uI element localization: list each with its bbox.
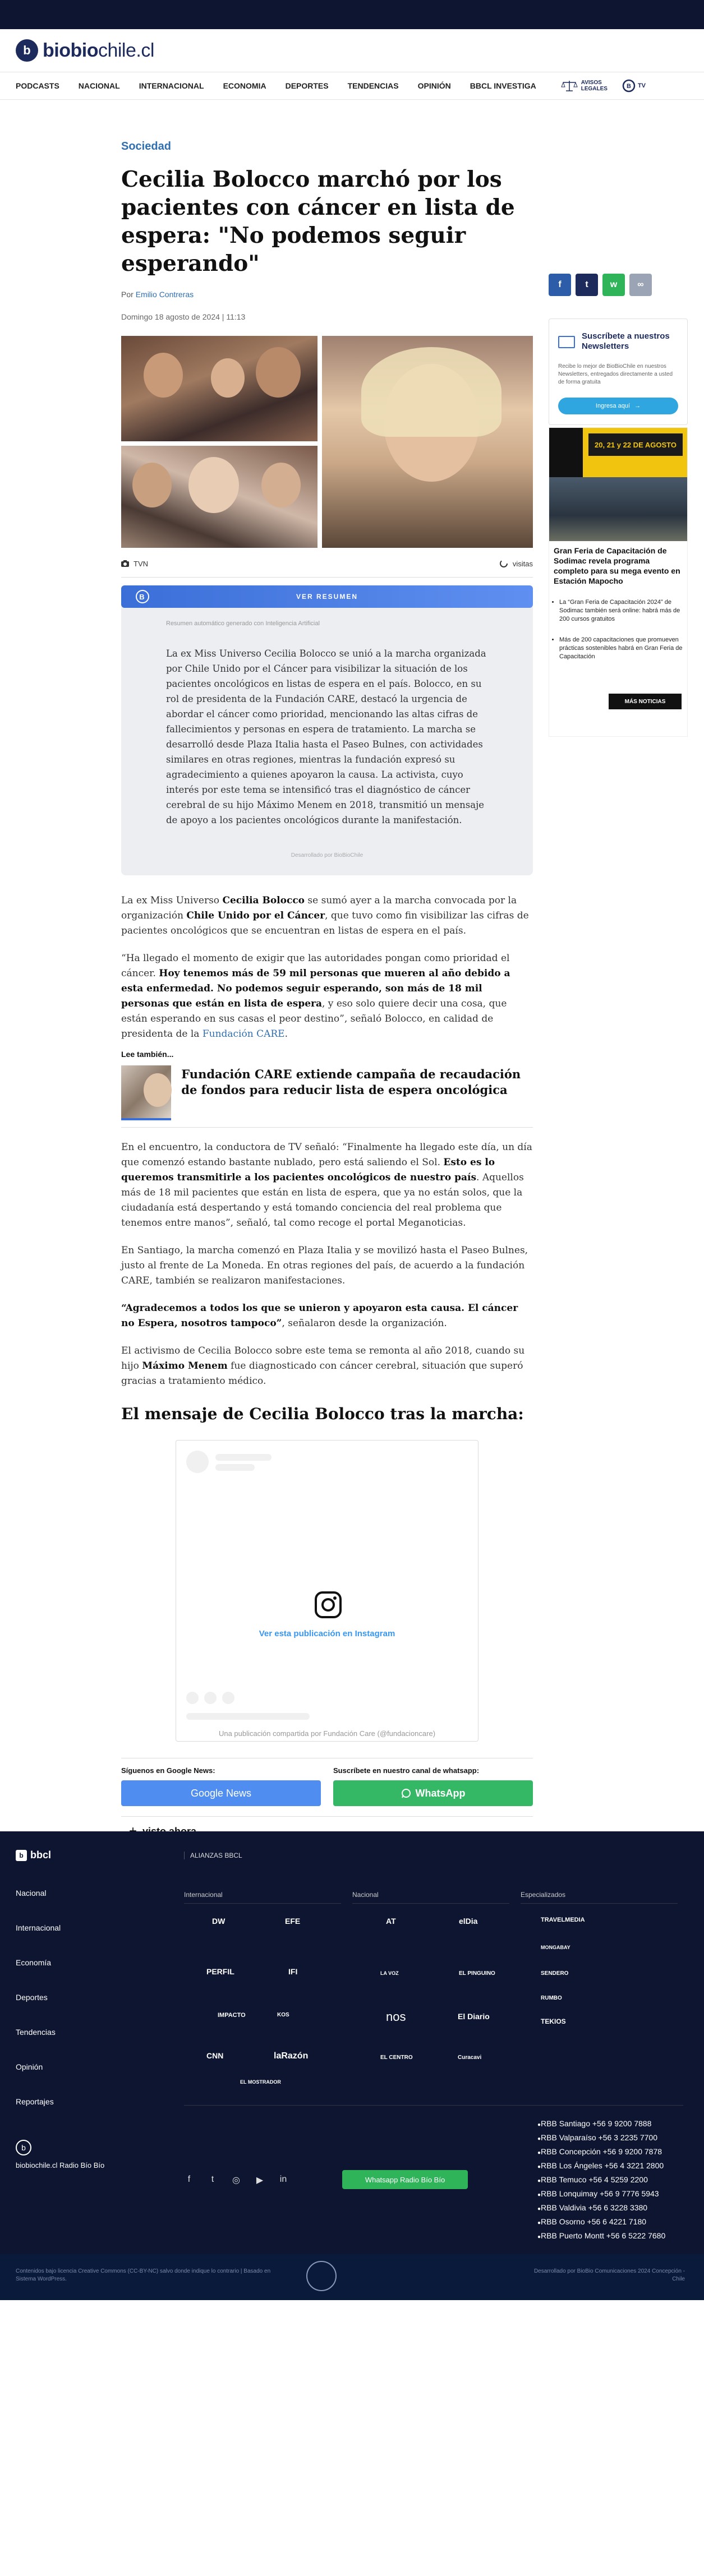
related-label: Lee también...: [121, 1050, 174, 1059]
partner-logo[interactable]: PERFIL: [206, 1967, 234, 1976]
page-bottom-blank: [0, 2300, 704, 2576]
partner-logo[interactable]: EL MOSTRADOR: [240, 2079, 281, 2085]
ad-list-item[interactable]: • Más de 200 capacitaciones que promueven prácticas sostenibles habrá en Gran Feria de Capacitación: [559, 636, 683, 661]
whatsapp-col: [333, 1766, 533, 1806]
newsletter-box: [549, 318, 688, 425]
article-date: Domingo 18 agosto de 2024 | 11:13: [121, 312, 246, 321]
more-news-button[interactable]: MÁS NOTICIAS: [609, 694, 682, 709]
scale-icon: [561, 80, 578, 92]
partner-logo[interactable]: CNN: [206, 2051, 224, 2060]
ad-logo: [549, 428, 583, 477]
embed-placeholder-bar: [215, 1454, 272, 1461]
radio-item: ● RBB Valdivia +56 6 3228 3380: [537, 2201, 665, 2215]
share-facebook-button[interactable]: f: [549, 274, 571, 296]
instagram-icon[interactable]: ◎: [232, 2176, 240, 2185]
partner-logo[interactable]: LA VOZ: [380, 1970, 399, 1976]
ad-list-item[interactable]: • La “Gran Feria de Capacitación 2024” de Sodimac también será online: habrá más de 200 cursos gratuitos: [559, 598, 683, 624]
footer-link[interactable]: Opinión: [16, 2062, 43, 2071]
facebook-icon[interactable]: f: [187, 2175, 191, 2184]
fundacion-care-link[interactable]: Fundación CARE: [202, 1028, 285, 1040]
site-header: [0, 29, 704, 72]
radio-item: ● RBB Los Ángeles +56 4 3221 2800: [537, 2159, 665, 2173]
radio-item: ● RBB Santiago +56 9 9200 7888: [537, 2117, 665, 2131]
ad-dates: 20, 21 y 22 DE AGOSTO: [588, 433, 683, 456]
photo-tile-1: [121, 336, 318, 441]
partner-logo[interactable]: IFI: [288, 1967, 298, 1976]
camera-icon: [121, 560, 129, 567]
related-article: [121, 1050, 533, 1128]
nav-item-economia[interactable]: ECONOMIA: [223, 81, 266, 90]
avisos-legales-link[interactable]: [561, 80, 608, 92]
summary-button[interactable]: B VER RESUMEN: [121, 585, 533, 608]
instagram-caption[interactable]: Una publicación compartida por Fundación Care (@fundacioncare): [218, 1729, 436, 1738]
arrow-right-icon: →: [634, 403, 641, 409]
logo-text: biobiochile.cl: [43, 39, 154, 61]
instagram-embed[interactable]: [176, 1440, 478, 1742]
partner-logo[interactable]: EL PINGUINO: [459, 1970, 495, 1977]
embed-placeholder-bar: [186, 1713, 310, 1720]
partner-logo[interactable]: laRazón: [274, 2051, 309, 2061]
embed-avatar: [186, 1451, 209, 1473]
logo-mark-icon: b: [16, 39, 38, 62]
linkedin-icon[interactable]: in: [279, 2175, 287, 2184]
partner-logo[interactable]: TRAVELMEDIA: [541, 1917, 585, 1923]
article-subhead: El mensaje de Cecilia Bolocco tras la marcha:: [121, 1405, 524, 1423]
visits-icon: [499, 559, 508, 568]
related-title[interactable]: Fundación CARE extiende campaña de recaudación de fondos para reducir lista de espera oncológica: [181, 1067, 521, 1097]
footer-bottom-bar: [0, 2254, 704, 2300]
footer-links: [16, 1889, 61, 2132]
partner-logo[interactable]: DW: [212, 1917, 226, 1926]
ai-summary-box: [121, 607, 533, 875]
biobio-logo-icon: b: [16, 2140, 31, 2155]
instagram-icon: [314, 1591, 342, 1619]
article-title: Cecilia Bolocco marchó por los pacientes con cáncer en lista de espera: "No podemos seguir esperando": [121, 167, 515, 276]
nav-item-opinion[interactable]: OPINIÓN: [417, 81, 451, 90]
partner-logo[interactable]: KOS: [277, 2012, 289, 2018]
nav-item-podcasts[interactable]: PODCASTS: [16, 81, 59, 90]
main-nav: [0, 72, 704, 100]
bbcl-logo-icon: b: [16, 1850, 27, 1861]
nav-item-nacional[interactable]: NACIONAL: [78, 81, 120, 90]
partner-logo[interactable]: EL CENTRO: [380, 2055, 413, 2061]
summary-text: La ex Miss Universo Cecilia Bolocco se unió a la marcha organizada por Chile Unido por el Cáncer para visibilizar la situación de los pacientes oncológicos en listas de espera en el país. Bolocco, en su rol de presidenta de la Fundación CARE, destacó la urgencia de abordar el cáncer como prioridad, mencionando las altas cifras de fallecimientos y personas en espera de tratamiento. La marcha se desarrolló desde Plaza Italia hasta el Paseo Bulnes, con actividades similares en otras regiones, mientras la fundación expresó su agradecimiento a quienes apoyaron la causa. La activista, cuyo interés por este tema se intensificó tras el diagnóstico de cáncer cerebral de su hijo Máximo Menem en 2018, transmitió un mensaje de apoyo a los pacientes oncológicos durante la manifestación.: [166, 648, 486, 825]
partner-logo[interactable]: TEKIOS: [541, 2018, 566, 2025]
author-link[interactable]: Emilio Contreras: [135, 290, 194, 299]
share-twitter-button[interactable]: t: [576, 274, 598, 296]
nav-item-bbcl-investiga[interactable]: BBCL INVESTIGA: [470, 81, 536, 90]
radio-item: ● RBB Temuco +56 4 5259 2200: [537, 2173, 665, 2187]
divider: [121, 577, 533, 578]
radio-item: ● RBB Concepción +56 9 9200 7878: [537, 2145, 665, 2159]
biobio-tv-icon: [622, 79, 637, 93]
site-footer: [0, 1831, 704, 2282]
footer-link[interactable]: Nacional: [16, 1889, 47, 1898]
paragraph-1: La ex Miss Universo Cecilia Bolocco se sumó ayer a la marcha convocada por la organización Chile Unido por el Cáncer, que tuvo como fin visibilizar las cifras de pacientes oncológicos que se encuentran en listas de espera en el país.: [121, 895, 529, 936]
partner-logo[interactable]: Curacavi: [458, 2055, 482, 2061]
twitter-icon[interactable]: t: [211, 2175, 214, 2184]
share-whatsapp-button[interactable]: w: [602, 274, 625, 296]
partner-logo[interactable]: IMPACTO: [218, 2012, 246, 2019]
footer-link[interactable]: Internacional: [16, 1923, 61, 1932]
embed-placeholder-bar: [215, 1464, 255, 1471]
nav-right: [561, 79, 646, 93]
col-especializados: Especializados: [521, 1891, 678, 1904]
partner-logo[interactable]: SENDERO: [541, 1970, 569, 1977]
photo-credit: TVN: [121, 560, 148, 568]
ad-photo: [549, 477, 687, 541]
google-news-col: [121, 1766, 321, 1806]
paragraph-4: En Santiago, la marcha comenzó en Plaza Italia y se movilizó hasta el Paseo Bulnes, justo al frente de La Moneda. En otras regiones del país, de acuerdo a la fundación CARE, también se realizaron manifestaciones.: [121, 1245, 528, 1286]
sidebar-ad[interactable]: [549, 427, 688, 737]
nav-item-tendencias[interactable]: TENDENCIAS: [347, 81, 399, 90]
partner-logos: [184, 1911, 683, 2102]
partner-logo[interactable]: elDia: [459, 1917, 478, 1926]
radio-item: ● RBB Valparaíso +56 3 2235 7700: [537, 2131, 665, 2145]
license-text: Contenidos bajo licencia Creative Commons (CC-BY-NC) salvo donde indique lo contrario | Basado en Sistema WordPress.: [16, 2268, 271, 2282]
paragraph-2: “Ha llegado el momento de exigir que las autoridades pongan como prioridad el cáncer. Hoy tenemos más de 59 mil personas que mueren al año debido a esta enfermedad. No podemos seguir esperando, son más de 18 mil personas que están en lista de espera, y eso solo quiere decir una cosa, que están esperando en sus casas el peor destino”, señaló Bolocco, en calidad de presidenta de la Fundación CARE.: [121, 953, 510, 1040]
embed-placeholder-dots: [186, 1692, 234, 1704]
radio-list: [537, 2117, 665, 2243]
svg-text:b: b: [626, 83, 631, 90]
paragraph-3: En el encuentro, la conductora de TV señaló: “Finalmente ha llegado este día, un día que comenzó estando bastante nublado, pero está saliendo el Sol. Esto es lo queremos transmitirle a los pacientes oncológicos de nuestro país. Aquellos más de 18 mil pacientes que están en lista de espera, que ya no están solos, que la ciudadanía está despertando y está tomando conciencia del real problema que tenemos entre manos”, señaló, tal como recoge el portal Meganoticias.: [121, 1142, 532, 1229]
section-tag[interactable]: Sociedad: [121, 140, 171, 153]
seal-icon: [306, 2261, 337, 2291]
footer-link[interactable]: Deportes: [16, 1993, 48, 2002]
google-news-label: Síguenos en Google News:: [121, 1766, 215, 1775]
summary-note: Resumen automático generado con Inteligencia Artificial: [166, 620, 320, 627]
google-news-button[interactable]: Google News: [121, 1780, 321, 1806]
partner-logo[interactable]: AT: [386, 1917, 396, 1926]
developer-text: Desarrollado por BioBio Comunicaciones 2024 Concepción - Chile: [533, 2268, 685, 2282]
related-image: [121, 1065, 171, 1120]
ad-banner: [549, 428, 687, 477]
whatsapp-button[interactable]: WhatsApp: [333, 1780, 533, 1806]
partner-logo[interactable]: nos: [386, 2010, 406, 2024]
radio-item: ● RBB Osorno +56 6 4221 7180: [537, 2215, 665, 2229]
top-bar: [0, 0, 704, 29]
article-body: [121, 893, 533, 1389]
footer-logo[interactable]: b bbcl: [16, 1849, 51, 1861]
envelope-icon: [558, 336, 575, 348]
nav-item-internacional[interactable]: INTERNACIONAL: [139, 81, 204, 90]
photo-credit-row: [121, 558, 533, 569]
radio-item: ● RBB Lonquimay +56 9 7776 5943: [537, 2187, 665, 2201]
follow-section: [121, 1758, 533, 1806]
footer-link[interactable]: Reportajes: [16, 2097, 54, 2106]
col-internacional: Internacional: [184, 1891, 341, 1904]
footer-link[interactable]: Economía: [16, 1958, 52, 1967]
photo-tile-3: [322, 336, 533, 548]
newsletter-title: Suscríbete a nuestros Newsletters: [582, 331, 670, 351]
newsletter-head: [558, 331, 678, 352]
share-buttons: [549, 274, 652, 296]
partner-logo[interactable]: MONGABAY: [541, 1945, 570, 1950]
footer-social: [184, 2175, 288, 2186]
summary-footer: Desarrollado por BioBioChile: [291, 852, 363, 858]
ad-title[interactable]: Gran Feria de Capacitación de Sodimac revela programa completo para su mega evento en Estación Mapocho: [554, 546, 680, 585]
newsletter-text: Recibe lo mejor de BioBioChile en nuestros Newsletters, entregados directamente a usted de forma gratuita: [558, 363, 673, 385]
newsletter-button[interactable]: Ingresa aquí →: [558, 398, 678, 414]
related-card[interactable]: [121, 1065, 533, 1128]
visits-counter: visitas: [499, 559, 533, 568]
footer-divider: [184, 2105, 683, 2106]
youtube-icon[interactable]: ▶: [256, 2176, 264, 2185]
paragraph-5: “Agradecemos a todos los que se unieron y apoyaron esta causa. El cáncer no Espera, nosotros tampoco”, señalaron desde la organización.: [121, 1303, 518, 1329]
article: [121, 140, 533, 1846]
tv-link[interactable]: [622, 79, 646, 93]
col-nacional: Nacional: [352, 1891, 509, 1904]
footer-whatsapp-button[interactable]: Whatsapp Radio Bío Bío: [342, 2170, 468, 2189]
share-link-button[interactable]: ∞: [629, 274, 652, 296]
partner-logo[interactable]: El Diario: [458, 2012, 490, 2021]
article-photo: [121, 336, 533, 548]
ad-list: [549, 598, 687, 661]
partner-logo[interactable]: EFE: [285, 1917, 301, 1926]
whatsapp-label: Suscríbete en nuestro canal de whatsapp:: [333, 1766, 480, 1775]
instagram-link[interactable]: Ver esta publicación en Instagram: [259, 1629, 395, 1638]
alianzas-label: ALIANZAS BBCL: [184, 1852, 242, 1859]
radio-item: ● RBB Puerto Montt +56 6 5222 7680: [537, 2229, 665, 2243]
whatsapp-icon: [401, 1788, 411, 1798]
biobio-logo-icon: B: [136, 590, 149, 603]
nav-item-deportes[interactable]: DEPORTES: [285, 81, 329, 90]
paragraph-6: El activismo de Cecilia Bolocco sobre este tema se remonta al año 2018, cuando su hijo Máximo Menem fue diagnosticado con cáncer cerebral, situación que superó gracias a tratamiento médico.: [121, 1345, 525, 1387]
footer-link[interactable]: Tendencias: [16, 2028, 56, 2037]
legal-text: AVISOS LEGALES: [581, 80, 608, 92]
tv-label: TV: [637, 82, 646, 89]
site-logo[interactable]: [16, 39, 154, 62]
partner-logo[interactable]: RUMBO: [541, 1995, 562, 2001]
byline: Por Emilio Contreras: [121, 290, 194, 299]
footer-brand: b biobiochile.cl Radio Bío Bío: [16, 2140, 104, 2169]
photo-tile-2: [121, 446, 318, 548]
